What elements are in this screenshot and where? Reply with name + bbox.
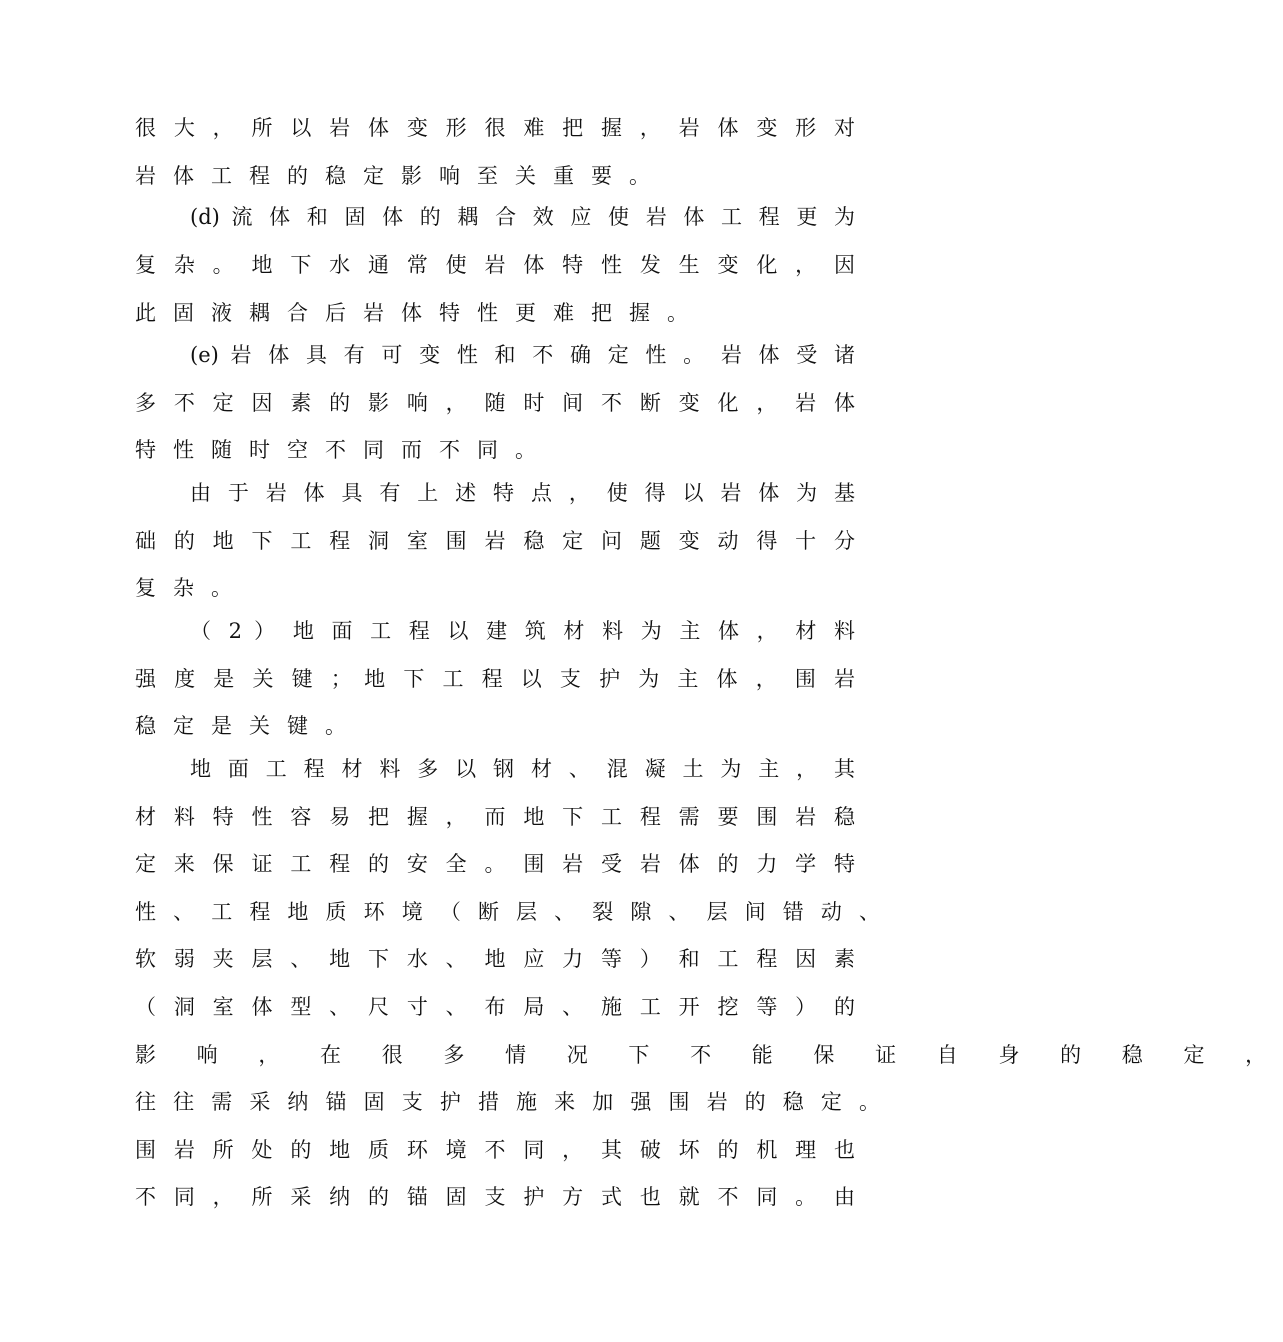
- text-line-7: 多 不 定 因 素 的 影 响 ， 随 时 间 不 断 变 化 ， 岩 体: [135, 391, 855, 415]
- text-line-15: 地 面 工 程 材 料 多 以 钢 材 、 混 凝 土 为 主 ， 其: [190, 757, 855, 781]
- text-line-19: 软 弱 夹 层 、 地 下 水 、 地 应 力 等 ） 和 工 程 因 素: [135, 947, 855, 971]
- text-line-17: 定 来 保 证 工 程 的 安 全 。 围 岩 受 岩 体 的 力 学 特: [135, 852, 855, 876]
- text-line-18: 性 、 工 程 地 质 环 境 （ 断 层 、 裂 隙 、 层 间 错 动 、: [135, 900, 880, 924]
- text-line-21: 影 响 ， 在 很 多 情 况 下 不 能 保 证 自 身 的 稳 定 ，: [135, 1043, 1283, 1067]
- text-line-5: 此固液耦合后岩体特性更难把握。: [135, 301, 705, 325]
- text-line-8: 特性随时空不同而不同。: [135, 438, 553, 462]
- text-line-16: 材 料 特 性 容 易 把 握 ， 而 地 下 工 程 需 要 围 岩 稳: [135, 805, 855, 829]
- text-line-24: 不 同 ， 所 采 纳 的 锚 固 支 护 方 式 也 就 不 同 。 由: [135, 1185, 855, 1209]
- text-line-23: 围 岩 所 处 的 地 质 环 境 不 同 ， 其 破 坏 的 机 理 也: [135, 1138, 855, 1162]
- text-line-14: 稳定是关键。: [135, 714, 363, 738]
- text-line-13: 强 度 是 关 键 ； 地 下 工 程 以 支 护 为 主 体 ， 围 岩: [135, 667, 855, 691]
- text-line-10: 础 的 地 下 工 程 洞 室 围 岩 稳 定 问 题 变 动 得 十 分: [135, 529, 855, 553]
- text-line-11: 复杂。: [135, 576, 249, 600]
- text-line-3: (d) 流 体 和 固 体 的 耦 合 效 应 使 岩 体 工 程 更 为: [190, 205, 855, 229]
- text-line-20: （ 洞 室 体 型 、 尺 寸 、 布 局 、 施 工 开 挖 等 ） 的: [135, 995, 855, 1019]
- text-line-9: 由 于 岩 体 具 有 上 述 特 点 ， 使 得 以 岩 体 为 基: [190, 481, 855, 505]
- text-line-6: (e) 岩 体 具 有 可 变 性 和 不 确 定 性 。 岩 体 受 诸: [190, 343, 855, 367]
- text-line-4: 复 杂 。 地 下 水 通 常 使 岩 体 特 性 发 生 变 化 ， 因: [135, 253, 855, 277]
- text-line-1: 很 大 ， 所 以 岩 体 变 形 很 难 把 握 ， 岩 体 变 形 对: [135, 116, 855, 140]
- text-line-2: 岩体工程的稳定影响至关重要。: [135, 164, 667, 188]
- text-line-12: （ 2 ） 地 面 工 程 以 建 筑 材 料 为 主 体 ， 材 料: [190, 619, 855, 643]
- text-line-22: 往 往 需 采 纳 锚 固 支 护 措 施 来 加 强 围 岩 的 稳 定 。: [135, 1090, 880, 1114]
